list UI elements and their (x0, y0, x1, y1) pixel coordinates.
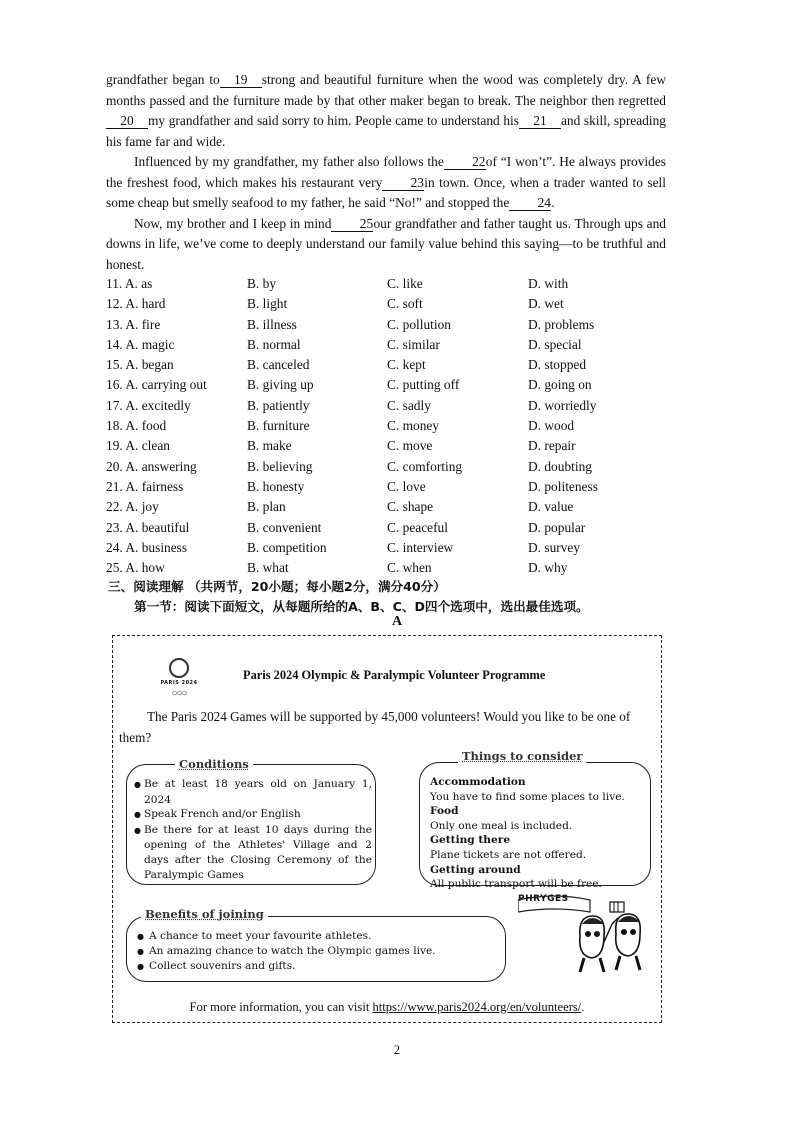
option-c: C. interview (387, 539, 454, 555)
getting-around-text: All public transport will be free. (430, 878, 602, 891)
section-subheading: 第一节：阅读下面短文，从每题所给的A、B、C、D四个选项中，选出最佳选项。 (134, 599, 589, 614)
section-header (108, 577, 589, 617)
conditions-label: Conditions (175, 757, 253, 771)
accommodation-text: You have to find some places to live. (430, 790, 625, 803)
option-c: C. peaceful (387, 519, 448, 535)
option-c: C. kept (387, 357, 426, 373)
option-b: B. make (247, 438, 292, 454)
option-a: 15. A. began (106, 357, 174, 373)
passage-text: in town. Once, when a trader wanted to sell some cheap but smelly seafood to my father, he said “No!” and stopped the (106, 174, 666, 210)
option-a: 12. A. hard (106, 296, 166, 312)
passage-text: our grandfather and father taught us. Through ups and downs in life, we’ve come to deeply understand our family value behind this saying—to be truthful and honest. (106, 215, 666, 272)
option-b: B. by (247, 276, 277, 291)
option-a: 16. A. carrying out (106, 377, 207, 393)
option-row (106, 335, 666, 355)
option-a: 21. A. fairness (106, 478, 184, 494)
blank-20: 20 (106, 113, 148, 129)
list-item: ● Be there for at least 10 days during the opening of the Athletes' Village and 2 days after the Closing Ceremony of the Paralympic Games (134, 823, 372, 882)
option-d: D. with (528, 276, 569, 291)
option-row (106, 436, 666, 456)
option-row (106, 396, 666, 416)
more-info-prefix: For more information, you can visit (189, 1000, 373, 1014)
option-b: B. furniture (247, 418, 310, 434)
option-a: 20. A. answering (106, 458, 197, 474)
option-a: 14. A. magic (106, 336, 175, 352)
option-b: B. competition (247, 539, 327, 555)
mascots-illustration (518, 894, 648, 979)
list-item: ● An amazing chance to watch the Olympic games live. (137, 944, 436, 959)
option-row (106, 497, 666, 517)
page-number: 2 (393, 1043, 401, 1057)
card-intro: The Paris 2024 Games will be supported by 45,000 volunteers! Would you like to be one of them? (119, 709, 631, 745)
answer-options (106, 274, 666, 578)
option-c: C. shape (387, 499, 434, 515)
option-d: D. why (528, 560, 568, 576)
things-to-consider-box (419, 749, 651, 891)
option-b: B. patiently (247, 397, 310, 413)
option-b: B. giving up (247, 377, 314, 393)
option-b: B. honesty (247, 478, 305, 494)
option-c: C. money (387, 418, 440, 434)
things-list (430, 775, 625, 892)
option-a: 13. A. fire (106, 316, 161, 332)
option-row (106, 355, 666, 375)
option-c: C. similar (387, 336, 440, 352)
things-label: Things to consider (458, 749, 586, 763)
passage-text: grandfather began to (106, 72, 220, 87)
option-row (106, 518, 666, 538)
option-row (106, 457, 666, 477)
food-heading: Food (430, 805, 459, 818)
option-c: C. sadly (387, 397, 431, 413)
option-c: C. love (387, 478, 426, 494)
passage-text: my grandfather and said sorry to him. People came to understand his (148, 113, 519, 128)
option-a: 11. A. as (106, 276, 153, 291)
option-row (106, 538, 666, 558)
passage-text: Influenced by my grandfather, my father also follows the (134, 154, 444, 169)
passage-text: . (551, 195, 555, 210)
option-d: D. problems (528, 316, 595, 332)
option-b: B. canceled (247, 357, 310, 373)
conditions-box (126, 757, 376, 885)
option-d: D. doubting (528, 458, 592, 474)
mascot-icon (518, 894, 648, 979)
getting-there-text: Plane tickets are not offered. (430, 848, 587, 861)
passage-text: Now, my brother and I keep in mind (134, 215, 332, 231)
cloze-passage (106, 70, 666, 275)
volunteer-link[interactable]: https://www.paris2024.org/en/volunteers/ (372, 1000, 582, 1014)
option-row (106, 375, 666, 395)
card-title: Paris 2024 Olympic & Paralympic Volunteer Programme (243, 668, 546, 682)
more-info (113, 1000, 661, 1015)
food-text: Only one meal is included. (430, 819, 573, 832)
list-item: ● Collect souvenirs and gifts. (137, 959, 436, 974)
more-info-suffix: . (581, 1000, 585, 1014)
option-a: 18. A. food (106, 418, 167, 434)
flame-icon (169, 658, 189, 678)
passage-letter: A (391, 614, 403, 629)
option-c: C. comforting (387, 458, 463, 474)
option-row (106, 274, 666, 294)
option-row (106, 294, 666, 314)
benefits-list (137, 929, 436, 974)
conditions-list (134, 777, 372, 882)
option-a: 23. A. beautiful (106, 519, 190, 535)
option-b: B. illness (247, 316, 297, 332)
option-row (106, 416, 666, 436)
list-item: ● A chance to meet your favourite athletes. (137, 929, 436, 944)
option-c: C. when (387, 560, 432, 576)
paris-2024-logo (158, 658, 200, 704)
option-b: B. normal (247, 336, 301, 352)
option-row (106, 477, 666, 497)
passage-paragraph-2 (106, 152, 666, 214)
option-a: 22. A. joy (106, 499, 159, 515)
volunteer-ad-card (112, 635, 662, 1023)
option-b: B. believing (247, 458, 313, 474)
option-d: D. wet (528, 296, 564, 312)
option-d: D. politeness (528, 478, 598, 494)
option-d: D. going on (528, 377, 592, 393)
benefits-box (126, 907, 506, 982)
section-heading: 三、阅读理解 （共两节，20小题；每小题2分，满分40分） (108, 579, 446, 594)
blank-22: 22 (444, 154, 486, 170)
option-c: C. like (387, 276, 423, 291)
option-d: D. popular (528, 519, 586, 535)
blank-21: 21 (519, 113, 561, 129)
blank-19: 19 (220, 72, 262, 88)
option-a: 19. A. clean (106, 438, 170, 454)
option-row (106, 315, 666, 335)
option-c: C. move (387, 438, 433, 454)
option-c: C. putting off (387, 377, 460, 393)
olympic-rings-icon: ○○○ (171, 688, 187, 699)
passage-text: of “I won’t”. He always provides the freshest food, which makes his restaurant very (106, 154, 666, 190)
option-b: B. light (247, 296, 288, 312)
mascot-banner-text: PHRYGES (518, 894, 569, 904)
option-d: D. wood (528, 418, 575, 434)
option-b: B. what (247, 560, 289, 576)
passage-text: strong and beautiful furniture when the wood was completely dry. A few months passed and the furniture made by that other maker began to break. The neighbor then regretted (106, 72, 666, 108)
getting-there-heading: Getting there (430, 834, 511, 847)
benefits-label: Benefits of joining (141, 907, 268, 921)
getting-around-heading: Getting around (430, 863, 521, 876)
option-a: 24. A. business (106, 539, 188, 555)
list-item: ● Speak French and/or English (134, 807, 372, 823)
option-d: D. survey (528, 539, 581, 555)
option-a: 17. A. excitedly (106, 397, 191, 413)
option-d: D. special (528, 336, 582, 352)
passage-text: and skill, spreading his fame far and wide. (106, 113, 666, 149)
blank-23: 23 (382, 175, 424, 191)
option-b: B. convenient (247, 519, 322, 535)
option-c: C. pollution (387, 316, 451, 332)
option-d: D. value (528, 499, 574, 515)
blank-25: 25 (331, 216, 373, 232)
accommodation-heading: Accommodation (430, 776, 526, 788)
list-item: ● Be at least 18 years old on January 1, 2024 (134, 777, 372, 807)
option-a: 25. A. how (106, 560, 165, 576)
option-row (106, 558, 666, 578)
logo-text: PARIS 2024 (160, 680, 198, 686)
option-d: D. repair (528, 438, 576, 454)
option-c: C. soft (387, 296, 423, 312)
option-d: D. worriedly (528, 397, 597, 413)
passage-paragraph-3 (106, 214, 666, 276)
blank-24: 24 (509, 195, 551, 211)
option-b: B. plan (247, 499, 286, 515)
option-d: D. stopped (528, 357, 587, 373)
passage-paragraph-1 (106, 70, 666, 152)
